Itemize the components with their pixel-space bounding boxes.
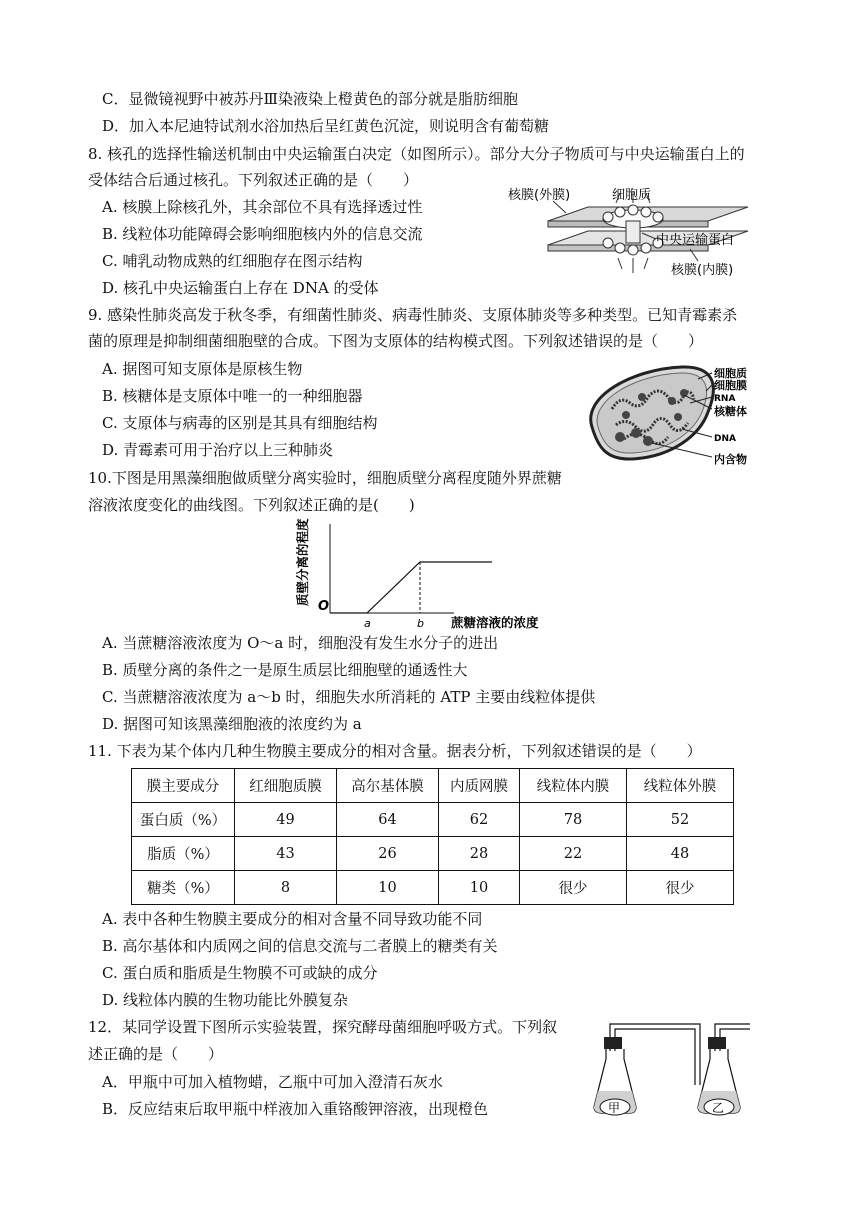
q10-option-b: B. 质壁分离的条件之一是原生质层比细胞壁的通透性大 xyxy=(102,661,468,679)
q8-stem-line2: 受体结合后通过核孔。下列叙述正确的是（ ） xyxy=(88,171,419,189)
table-cell: 10 xyxy=(439,871,520,905)
table-cell: 49 xyxy=(235,803,337,837)
q8-option-a: A. 核膜上除核孔外，其余部位不具有选择透过性 xyxy=(102,198,423,216)
origin-label: O xyxy=(318,599,330,614)
q10-option-d: D. 据图可知该黑藻细胞液的浓度约为 a xyxy=(102,715,362,733)
table-row xyxy=(132,803,734,837)
table-header-cell: 高尔基体膜 xyxy=(337,769,439,803)
table-header-cell: 线粒体内膜 xyxy=(520,769,627,803)
membrane-composition-table xyxy=(131,768,734,905)
table-cell: 很少 xyxy=(520,871,627,905)
flask-label-yi: 乙 xyxy=(712,1101,725,1115)
q9-option-b: B. 核糖体是支原体中唯一的一种细胞器 xyxy=(102,387,363,405)
q9-option-c: C. 支原体与病毒的区别是其具有细胞结构 xyxy=(102,414,378,432)
q11-option-b: B. 高尔基体和内质网之间的信息交流与二者膜上的糖类有关 xyxy=(102,937,498,955)
q10-option-a: A. 当蔗糖溶液浓度为 O～a 时，细胞没有发生水分子的进出 xyxy=(102,634,499,652)
x-axis-label: 蔗糖溶液的浓度 xyxy=(451,615,539,630)
table-header-cell: 膜主要成分 xyxy=(132,769,235,803)
table-cell: 很少 xyxy=(627,871,734,905)
table-cell: 22 xyxy=(520,837,627,871)
label-inner-membrane: 核膜(内膜) xyxy=(671,263,734,278)
q11-option-d: D. 线粒体内膜的生物功能比外膜复杂 xyxy=(102,991,349,1009)
table-cell: 52 xyxy=(627,803,734,837)
label-ribosome: 核糖体 xyxy=(714,405,747,418)
q11-option-a: A. 表中各种生物膜主要成分的相对含量不同导致功能不同 xyxy=(102,910,483,928)
flask-label-jia: 甲 xyxy=(608,1101,621,1115)
table-header-cell: 线粒体外膜 xyxy=(627,769,734,803)
table-cell: 糖类（%） xyxy=(132,871,235,905)
table-row xyxy=(132,871,734,905)
q9-option-d: D. 青霉素可用于治疗以上三种肺炎 xyxy=(102,441,334,459)
label-cell-membrane: 细胞膜 xyxy=(714,379,747,392)
table-cell: 蛋白质（%） xyxy=(132,803,235,837)
q12-option-b: B．反应结束后取甲瓶中样液加入重铬酸钾溶液，出现橙色 xyxy=(102,1100,489,1118)
q12-stem-line2: 述正确的是（ ） xyxy=(88,1045,224,1063)
mycoplasma-figure xyxy=(572,357,772,469)
plasmolysis-chart xyxy=(294,516,564,632)
series-line xyxy=(330,562,492,613)
table-cell: 8 xyxy=(235,871,337,905)
q11-stem: 11. 下表为某个体内几种生物膜主要成分的相对含量。据表分析，下列叙述错误的是（ ） xyxy=(88,742,702,760)
q8-option-b: B. 线粒体功能障碍会影响细胞核内外的信息交流 xyxy=(102,225,423,243)
q8-option-d: D. 核孔中央运输蛋白上存在 DNA 的受体 xyxy=(102,279,379,297)
nuclear-pore-figure xyxy=(508,183,768,288)
table-cell: 28 xyxy=(439,837,520,871)
table-header-row xyxy=(132,769,734,803)
flask-yi xyxy=(698,1037,740,1115)
y-axis-label: 质壁分离的程度 xyxy=(295,518,310,606)
label-dna: DNA xyxy=(714,434,736,444)
q9-stem-line1: 9. 感染性肺炎高发于秋冬季，有细菌性肺炎、病毒性肺炎、支原体肺炎等多种类型。已知青霉素杀 xyxy=(88,306,738,324)
table-cell: 43 xyxy=(235,837,337,871)
table-cell: 62 xyxy=(439,803,520,837)
x-tick-label-b: b xyxy=(417,617,424,630)
table-cell: 48 xyxy=(627,837,734,871)
q12-stem-line1: 12．某同学设置下图所示实验装置，探究酵母菌细胞呼吸方式。下列叙 xyxy=(88,1018,558,1036)
q11-option-c: C. 蛋白质和脂质是生物膜不可或缺的成分 xyxy=(102,964,378,982)
q9-stem-line2: 菌的原理是抑制细菌细胞壁的合成。下图为支原体的结构模式图。下列叙述错误的是（ ） xyxy=(88,332,704,350)
yeast-flask-apparatus xyxy=(590,1015,760,1125)
q10-option-c: C. 当蔗糖溶液浓度为 a～b 时，细胞失水所消耗的 ATP 主要由线粒体提供 xyxy=(102,688,596,706)
label-central-protein: 中央运输蛋白 xyxy=(656,233,735,248)
x-tick-label-a: a xyxy=(364,617,371,630)
table-cell: 脂质（%） xyxy=(132,837,235,871)
table-row xyxy=(132,837,734,871)
label-rna: RNA xyxy=(714,394,736,404)
q10-stem-line1: 10.下图是用黑藻细胞做质壁分离实验时，细胞质壁分离程度随外界蔗糖 xyxy=(88,469,562,487)
table-header-cell: 红细胞质膜 xyxy=(235,769,337,803)
q7-option-c: C．显微镜视野中被苏丹Ⅲ染液染上橙黄色的部分就是脂肪细胞 xyxy=(102,90,518,108)
q12-option-a: A．甲瓶中可加入植物蜡，乙瓶中可加入澄清石灰水 xyxy=(102,1073,443,1091)
central-transport-protein xyxy=(626,221,640,243)
table-cell: 26 xyxy=(337,837,439,871)
table-header-cell: 内质网膜 xyxy=(439,769,520,803)
table-cell: 78 xyxy=(520,803,627,837)
label-cytoplasm: 细胞质 xyxy=(714,367,747,380)
label-outer-membrane: 核膜(外膜) xyxy=(508,188,571,203)
q8-option-c: C. 哺乳动物成熟的红细胞存在图示结构 xyxy=(102,252,363,270)
label-cytoplasm: 细胞质 xyxy=(612,188,652,203)
q10-stem-line2: 溶液浓度变化的曲线图。下列叙述正确的是( ) xyxy=(88,496,415,514)
table-cell: 10 xyxy=(337,871,439,905)
label-inclusions: 内含物 xyxy=(714,453,747,466)
q8-stem-line1: 8. 核孔的选择性输送机制由中央运输蛋白决定（如图所示）。部分大分子物质可与中央运输蛋白上的 xyxy=(88,145,745,163)
flask-jia xyxy=(594,1037,636,1115)
table-cell: 64 xyxy=(337,803,439,837)
q7-option-d: D．加入本尼迪特试剂水浴加热后呈红黄色沉淀，则说明含有葡萄糖 xyxy=(102,117,550,135)
q9-option-a: A. 据图可知支原体是原核生物 xyxy=(102,360,303,378)
